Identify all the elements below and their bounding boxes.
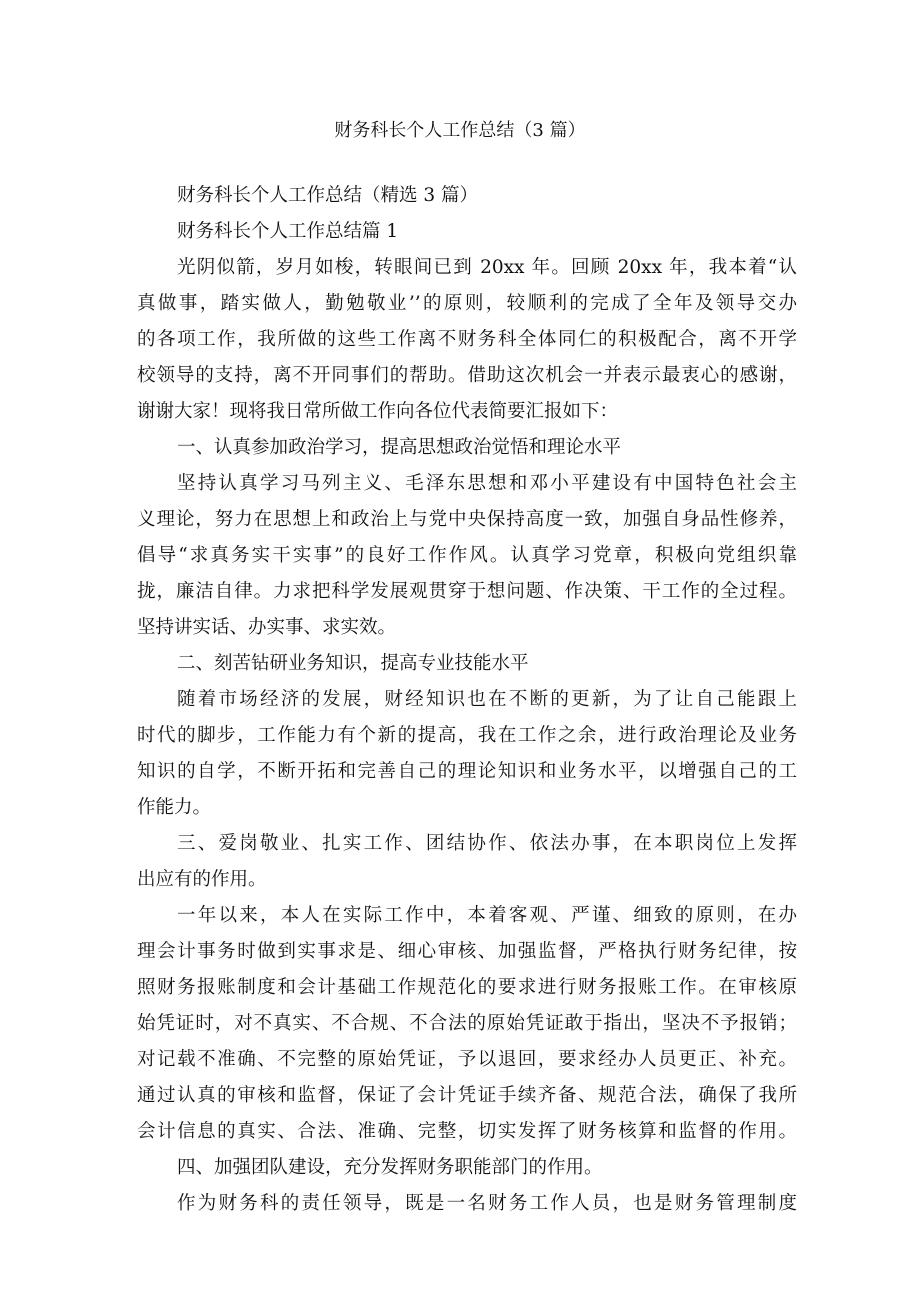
- paragraph-line: 作能力。: [137, 797, 212, 818]
- paragraph-line: 义理论，努力在思想上和政治上与党中央保持高度一致，加强自身品性修养，: [137, 509, 797, 530]
- heading-2: 二、刻苦钻研业务知识，提高专业技能水平: [177, 653, 529, 674]
- paragraph-line: 照财务报账制度和会计基础工作规范化的要求进行财务报账工作。在审核原: [137, 977, 797, 998]
- paragraph-line: 坚持认真学习马列主义、毛泽东思想和邓小平建设有中国特色社会主: [177, 473, 797, 494]
- paragraph-line: 坚持讲实话、办实事、求实效。: [137, 617, 397, 638]
- paragraph-line: 校领导的支持，离不开同事们的帮助。借助这次机会一并表示最衷心的感谢，: [137, 365, 797, 386]
- heading-4: 四、加强团队建设，充分发挥财务职能部门的作用。: [177, 1157, 603, 1178]
- heading-3: 三、爱岗敬业、扎实工作、团结协作、依法办事，在本职岗位上发挥: [177, 833, 797, 854]
- paragraph-line: 随着市场经济的发展，财经知识也在不断的更新，为了让自己能跟上: [177, 689, 797, 710]
- paragraph-line: 知识的自学，不断开拓和完善自己的理论知识和业务水平，以增强自己的工: [137, 761, 797, 782]
- paragraph-line: 真做事，踏实做人，勤勉敬业’’的原则，较顺利的完成了全年及领导交办: [137, 293, 797, 314]
- paragraph-line: 谢谢大家！现将我日常所做工作向各位代表简要汇报如下：: [137, 401, 619, 422]
- document-subtitle: 财务科长个人工作总结（精选 3 篇）: [177, 185, 479, 206]
- heading-1: 一、认真参加政治学习，提高思想政治觉悟和理论水平: [177, 437, 622, 458]
- paragraph-line: 倡导“求真务实干实事”的良好工作作风。认真学习党章，积极向党组织靠: [137, 545, 797, 566]
- paragraph-line: 理会计事务时做到实事求是、细心审核、加强监督，严格执行财务纪律，按: [137, 941, 797, 962]
- paragraph-line: 时代的脚步，工作能力有个新的提高，我在工作之余，进行政治理论及业务: [137, 725, 797, 746]
- paragraph-line: 一年以来，本人在实际工作中，本着客观、严谨、细致的原则，在办: [177, 905, 797, 926]
- paragraph-line: 的各项工作，我所做的这些工作离不财务科全体同仁的积极配合，离不开学: [137, 329, 797, 350]
- document-title: 财务科长个人工作总结（3 篇）: [334, 120, 586, 141]
- paragraph-line: 光阴似箭，岁月如梭，转眼间已到 20xx 年。回顾 20xx 年，我本着“认: [177, 257, 797, 278]
- paragraph-line: 对记载不准确、不完整的原始凭证，予以退回，要求经办人员更正、补充。: [137, 1049, 797, 1070]
- paragraph-line: 通过认真的审核和监督，保证了会计凭证手续齐备、规范合法，确保了我所: [137, 1085, 797, 1106]
- paragraph-line: 拢，廉洁自律。力求把科学发展观贯穿于想问题、作决策、干工作的全过程。: [137, 581, 797, 602]
- section-heading: 财务科长个人工作总结篇 1: [177, 221, 399, 242]
- heading-3-continued: 出应有的作用。: [137, 869, 267, 890]
- paragraph-line: 作为财务科的责任领导，既是一名财务工作人员，也是财务管理制度: [177, 1193, 797, 1214]
- paragraph-line: 会计信息的真实、合法、准确、完整，切实发挥了财务核算和监督的作用。: [137, 1121, 797, 1142]
- paragraph-line: 始凭证时，对不真实、不合规、不合法的原始凭证敢于指出，坚决不予报销；: [137, 1013, 797, 1034]
